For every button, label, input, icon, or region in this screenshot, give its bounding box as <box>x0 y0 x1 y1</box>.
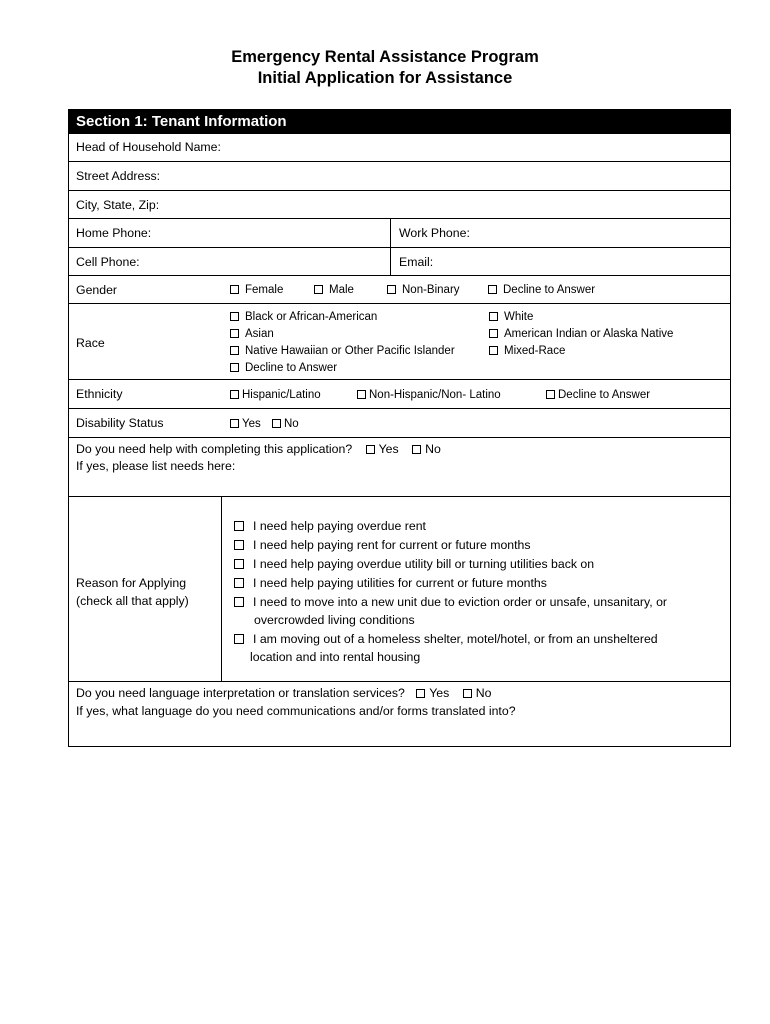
city-state-zip-row[interactable] <box>68 191 731 219</box>
reason-option-overdue-utility[interactable]: I need help paying overdue utility bill or turning utilities back on <box>234 555 594 573</box>
race-option-black[interactable]: Black or African-American <box>230 311 377 323</box>
language-no-checkbox[interactable] <box>463 689 472 698</box>
checkbox-icon[interactable] <box>489 329 498 338</box>
language-row <box>68 682 731 747</box>
section-header <box>68 109 731 134</box>
checkbox-icon[interactable] <box>234 578 244 588</box>
gender-label: Gender <box>76 283 118 297</box>
race-option-decline[interactable]: Decline to Answer <box>230 362 337 374</box>
reason-label: Reason for Applying (check all that apply) <box>76 576 189 608</box>
phone-row <box>68 219 731 248</box>
gender-option-decline[interactable]: Decline to Answer <box>488 284 595 296</box>
checkbox-icon[interactable] <box>230 312 239 321</box>
checkbox-icon[interactable] <box>234 521 244 531</box>
work-phone-label: Work Phone: <box>399 226 470 240</box>
checkbox-icon[interactable] <box>234 634 244 644</box>
checkbox-icon[interactable] <box>230 419 239 428</box>
race-label: Race <box>76 336 105 350</box>
ethnicity-row <box>68 380 731 409</box>
checkbox-icon[interactable] <box>230 285 239 294</box>
checkbox-icon[interactable] <box>489 346 498 355</box>
disability-row <box>68 409 731 438</box>
race-option-asian[interactable]: Asian <box>230 328 274 340</box>
race-option-american-indian[interactable]: American Indian or Alaska Native <box>489 328 673 340</box>
reason-options <box>222 497 730 681</box>
section-title: Section 1: Tenant Information <box>76 113 287 130</box>
language-question: Do you need language interpretation or translation services? Yes No <box>76 686 492 700</box>
reason-option-overdue-rent[interactable]: I need help paying overdue rent <box>234 517 426 535</box>
checkbox-icon[interactable] <box>234 540 244 550</box>
form-title-line1: Emergency Rental Assistance Program <box>231 48 539 66</box>
checkbox-icon[interactable] <box>230 329 239 338</box>
help-completing-question: Do you need help with completing this application? Yes No <box>76 442 441 456</box>
checkbox-icon[interactable] <box>230 363 239 372</box>
street-address-label: Street Address: <box>76 169 161 183</box>
form-title-line2: Initial Application for Assistance <box>257 69 513 87</box>
language-followup: If yes, what language do you need communications and/or forms translated into? <box>76 704 516 718</box>
race-row <box>68 304 731 380</box>
head-of-household-row[interactable] <box>68 133 731 162</box>
reason-option-move-new-unit[interactable]: I need to move into a new unit due to eviction order or unsafe, unsanitary, or overcrowded living conditions <box>234 593 667 629</box>
gender-option-non-binary[interactable]: Non-Binary <box>387 284 460 296</box>
checkbox-icon[interactable] <box>488 285 497 294</box>
ethnicity-option-hispanic[interactable]: Hispanic/Latino <box>230 389 321 401</box>
help-no-checkbox[interactable] <box>412 445 421 454</box>
email-label: Email: <box>399 255 434 269</box>
home-phone-label: Home Phone: <box>76 226 152 240</box>
checkbox-icon[interactable] <box>314 285 323 294</box>
reason-row <box>68 497 731 682</box>
checkbox-icon[interactable] <box>387 285 396 294</box>
checkbox-icon[interactable] <box>272 419 281 428</box>
race-option-native-hawaiian[interactable]: Native Hawaiian or Other Pacific Islander <box>230 345 455 357</box>
race-option-mixed[interactable]: Mixed-Race <box>489 345 565 357</box>
gender-option-female[interactable]: Female <box>230 284 283 296</box>
cell-email-row <box>68 248 731 276</box>
ethnicity-option-non-hispanic[interactable]: Non-Hispanic/Non- Latino <box>357 389 501 401</box>
tenant-information-form <box>68 109 731 747</box>
cell-phone-label: Cell Phone: <box>76 255 140 269</box>
help-completing-row <box>68 438 731 497</box>
disability-label: Disability Status <box>76 416 164 430</box>
checkbox-icon[interactable] <box>230 346 239 355</box>
checkbox-icon[interactable] <box>230 390 239 399</box>
ethnicity-option-decline[interactable]: Decline to Answer <box>546 389 650 401</box>
checkbox-icon[interactable] <box>234 559 244 569</box>
disability-option-yes[interactable]: Yes <box>230 418 261 430</box>
ethnicity-label: Ethnicity <box>76 387 123 401</box>
head-of-household-label: Head of Household Name: <box>76 140 221 154</box>
city-state-zip-label: City, State, Zip: <box>76 198 160 212</box>
reason-option-homeless-shelter[interactable]: I am moving out of a homeless shelter, motel/hotel, or from an unsheltered location and into rental housing <box>234 630 658 666</box>
street-address-row[interactable] <box>68 162 731 191</box>
checkbox-icon[interactable] <box>489 312 498 321</box>
race-option-white[interactable]: White <box>489 311 533 323</box>
checkbox-icon[interactable] <box>546 390 555 399</box>
reason-option-future-utilities[interactable]: I need help paying utilities for current or future months <box>234 574 547 592</box>
gender-row <box>68 276 731 304</box>
gender-option-male[interactable]: Male <box>314 284 354 296</box>
divider <box>390 219 391 247</box>
reason-option-future-rent[interactable]: I need help paying rent for current or future months <box>234 536 531 554</box>
divider <box>390 248 391 275</box>
help-completing-followup: If yes, please list needs here: <box>76 459 236 473</box>
checkbox-icon[interactable] <box>234 597 244 607</box>
checkbox-icon[interactable] <box>357 390 366 399</box>
disability-option-no[interactable]: No <box>272 418 299 430</box>
language-yes-checkbox[interactable] <box>416 689 425 698</box>
help-yes-checkbox[interactable] <box>366 445 375 454</box>
